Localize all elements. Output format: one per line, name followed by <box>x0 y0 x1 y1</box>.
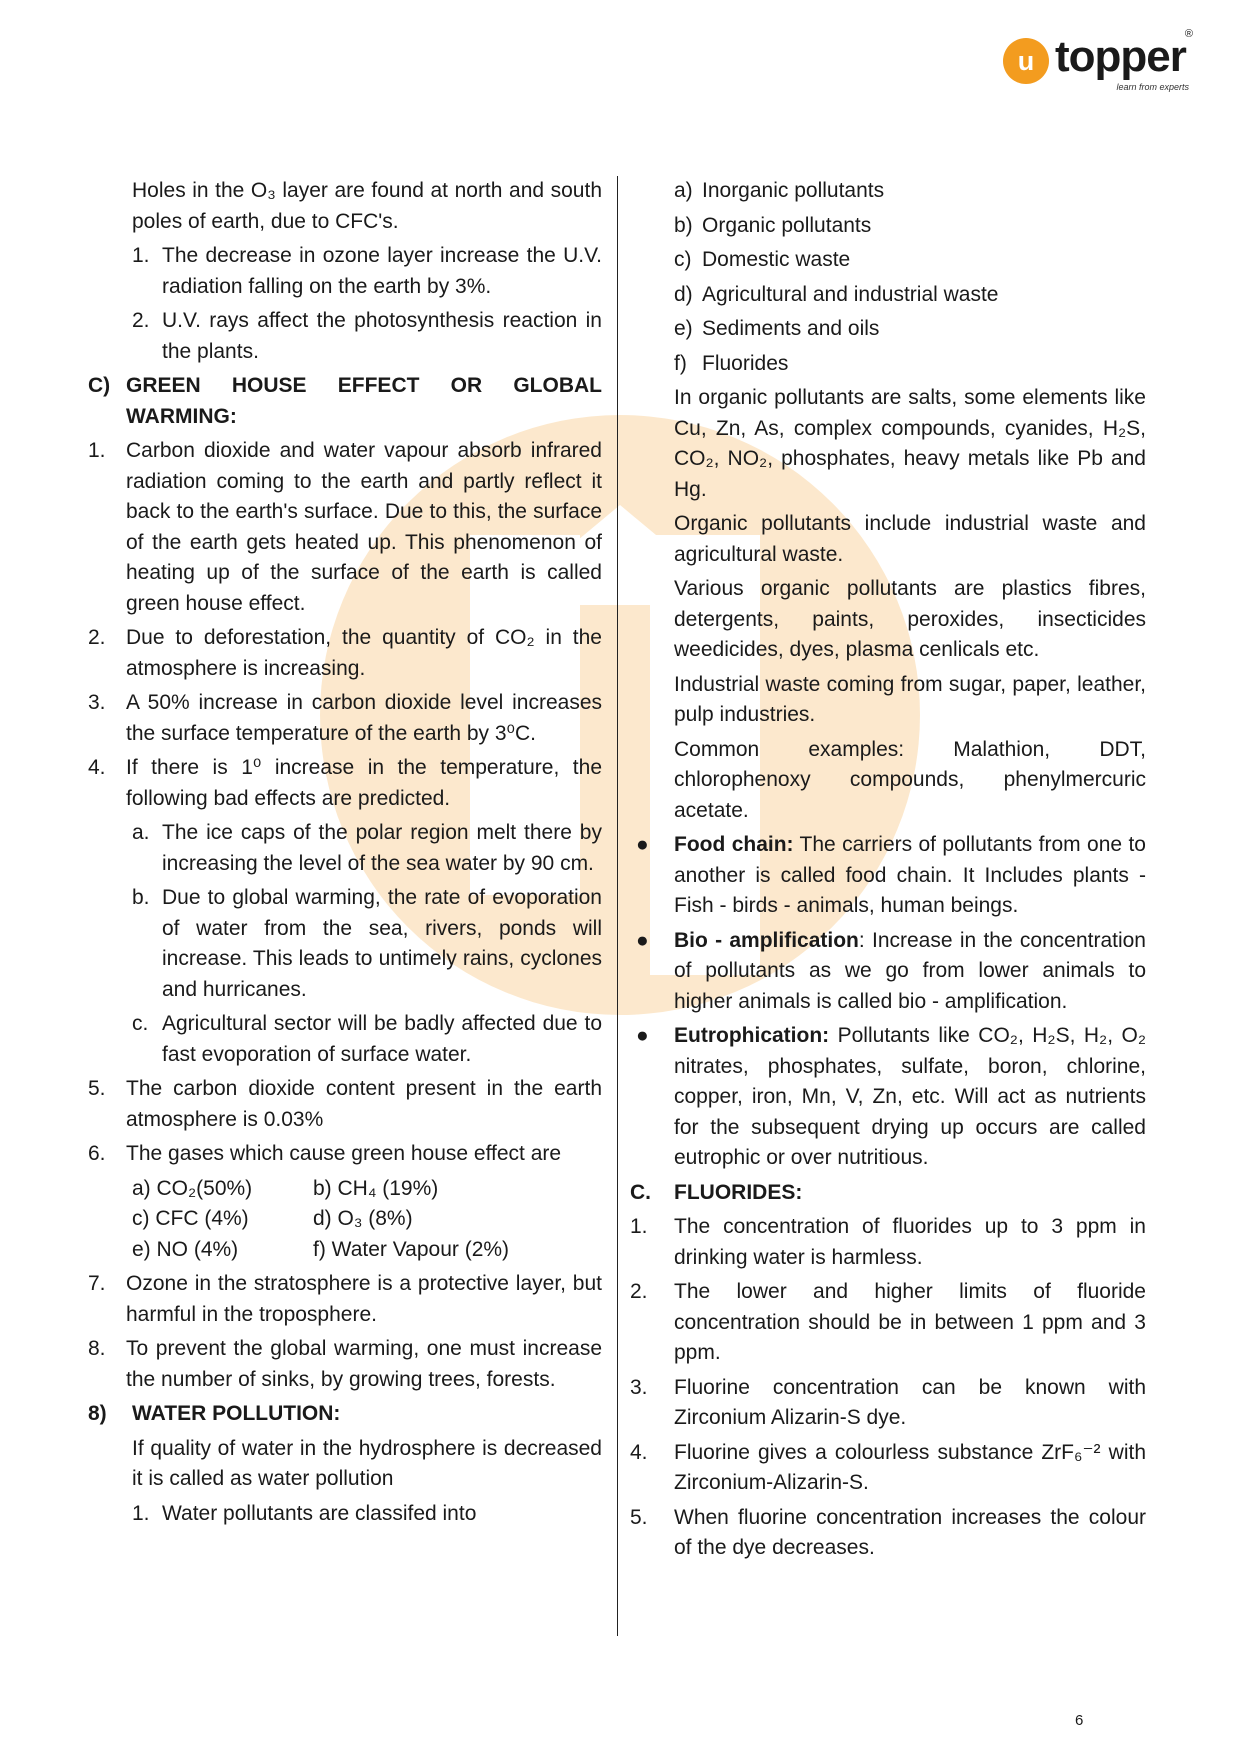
paragraph-common-examples: Common examples: Malathion, DDT, chlorophenoxy compounds, phenylmercuric acetate. <box>674 737 1146 822</box>
gas-item: c) CFC (4%) <box>132 1207 249 1230</box>
effect-item: b. Due to global warming, the rate of evoporation of water from the sea, rivers, ponds will increase. This leads to untimely rains, cyclones and hurricanes. <box>132 886 602 1001</box>
list-item: 4. Fluorine gives a colourless substance ZrF₆⁻² with Zirconium-Alizarin-S. <box>630 1440 1146 1494</box>
pollutant-class-item: b) Organic pollutants <box>674 213 872 237</box>
brand-logo <box>1003 28 1193 96</box>
list-item: 2. U.V. rays affect the photosynthesis reaction in the plants. <box>132 309 602 363</box>
pollutant-class-item: d) Agricultural and industrial waste <box>674 282 999 306</box>
pollutant-class-item: e) Sediments and oils <box>674 317 880 340</box>
list-item: 1. Water pollutants are classifed into <box>132 1501 477 1525</box>
page-number: 6 <box>1075 1712 1084 1729</box>
greenhouse-gases-grid <box>88 1174 602 1266</box>
gas-item: d) O₃ (8%) <box>313 1207 413 1230</box>
pollutant-class-item: f) Fluorides <box>674 351 789 375</box>
registered-mark: ® <box>1184 28 1193 40</box>
list-item: 1. Carbon dioxide and water vapour absorb infrared radiation coming to the earth and partly reflect it back to the earth's surface. Due to this, the surface of the earth gets heated up. This phenomenon of heating up of the surface of the earth is called green house effect. <box>88 439 602 615</box>
bullet-eutrophication: ● Eutrophication: Pollutants like CO₂, H₂S, H₂, O₂ nitrates, phosphates, sulfate, boron, chlorine, copper, iron, Mn, V, Zn, etc. Will act as nutrients for the subsequent drying up occurs are called eutrophic or over nutritious. <box>630 1021 1146 1174</box>
pollutant-class-item: a) Inorganic pollutants <box>674 179 885 202</box>
bullet-icon: ● <box>636 833 649 856</box>
list-item: 7. Ozone in the stratosphere is a protective layer, but harmful in the troposphere. <box>88 1272 602 1326</box>
ozone-holes-paragraph: Holes in the O₃ layer are found at north and south poles of earth, due to CFC's. <box>132 179 602 233</box>
section-heading-water-pollution: 8) WATER POLLUTION: <box>88 1402 341 1425</box>
list-item: 4. If there is 1⁰ increase in the temperature, the following bad effects are predicted. <box>88 756 602 810</box>
logo-mark-icon: u <box>1003 38 1049 84</box>
paragraph-inorganic: In organic pollutants are salts, some elements like Cu, Zn, As, complex compounds, cyanides, H₂S, CO₂, NO₂, phosphates, heavy metals like Pb and Hg. <box>674 386 1146 501</box>
list-item: 2. The lower and higher limits of fluoride concentration should be in between 1 ppm and 3 ppm. <box>630 1280 1146 1364</box>
section-heading-green-house: C) GREEN HOUSE EFFECT OR GLOBAL WARMING: <box>88 374 602 428</box>
gas-item: b) CH₄ (19%) <box>313 1176 439 1200</box>
bullet-bio-amplification: ● Bio - amplification: Increase in the concentration of pollutants as we go from lower animals to higher animals is called bio - amplification. <box>630 926 1146 1018</box>
column-divider <box>617 176 618 1636</box>
effect-item: a. The ice caps of the polar region melt there by increasing the level of the sea water by 90 cm. <box>132 821 602 875</box>
bullet-icon: ● <box>636 928 649 952</box>
paragraph-organic-examples: Various organic pollutants are plastics fibres, detergents, paints, peroxides, insecticides weedicides, dyes, plasma cenlicals etc. <box>674 577 1146 661</box>
gas-item: a) CO₂(50%) <box>132 1176 253 1200</box>
left-column <box>88 176 602 1533</box>
gas-item: e) NO (4%) <box>132 1237 239 1261</box>
water-pollution-paragraph: If quality of water in the hydrosphere is decreased it is called as water pollution <box>132 1436 602 1490</box>
logo-wordmark: topper <box>1055 32 1186 81</box>
paragraph-industrial-waste: Industrial waste coming from sugar, paper, leather, pulp industries. <box>674 672 1146 726</box>
list-item: 5. The carbon dioxide content present in the earth atmosphere is 0.03% <box>88 1077 602 1131</box>
list-item: 3. A 50% increase in carbon dioxide level increases the surface temperature of the earth by 3⁰C. <box>88 691 602 745</box>
list-item: 1. The concentration of fluorides up to 3 ppm in drinking water is harmless. <box>630 1215 1146 1269</box>
list-item: 1. The decrease in ozone layer increase the U.V. radiation falling on the earth by 3%. <box>132 244 602 298</box>
bullet-food-chain: ● Food chain: The carriers of pollutants from one to another is called food chain. It Includes plants - Fish - birds - animals, human beings. <box>630 830 1146 922</box>
bullet-icon: ● <box>636 1024 649 1047</box>
list-item: 8. To prevent the global warming, one must increase the number of sinks, by growing trees, forests. <box>88 1337 602 1391</box>
right-column <box>630 176 1146 1568</box>
paragraph-organic: Organic pollutants include industrial waste and agricultural waste. <box>674 512 1146 566</box>
list-item: 5. When fluorine concentration increases the colour of the dye decreases. <box>630 1505 1146 1559</box>
list-item: 6. The gases which cause green house effect are <box>88 1142 562 1165</box>
gas-item: f) Water Vapour (2%) <box>313 1237 510 1261</box>
list-item: 3. Fluorine concentration can be known with Zirconium Alizarin-S dye. <box>630 1375 1146 1429</box>
effect-item: c. Agricultural sector will be badly affected due to fast evoporation of surface water. <box>132 1012 602 1066</box>
list-item: 2. Due to deforestation, the quantity of CO₂ in the atmosphere is increasing. <box>88 626 602 680</box>
section-heading-fluorides: C. FLUORIDES: <box>630 1180 803 1204</box>
pollutant-class-item: c) Domestic waste <box>674 248 851 271</box>
logo-tagline: learn from experts <box>1116 82 1189 92</box>
